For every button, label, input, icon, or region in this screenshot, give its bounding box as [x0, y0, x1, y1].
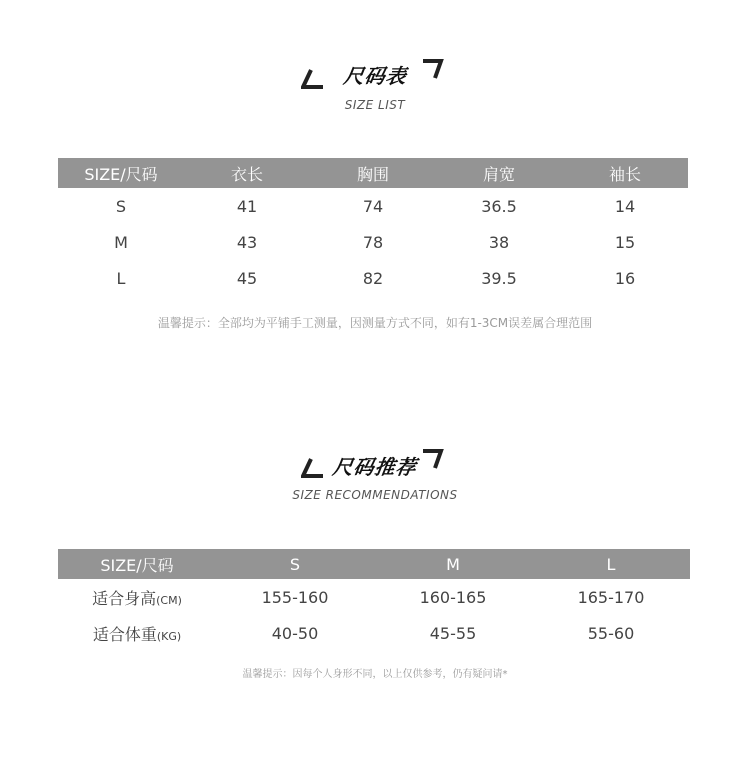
cell-chest: 74	[362, 196, 384, 216]
header-shoulder: 肩宽	[436, 158, 562, 188]
cell-size: M	[114, 232, 128, 252]
header-l: L	[532, 549, 690, 579]
header-chest: 胸围	[310, 158, 436, 188]
cell-l: 165-170	[577, 587, 645, 607]
size-recommend-subtitle: SIZE RECOMMENDATIONS	[292, 488, 458, 502]
header-m: M	[374, 549, 532, 579]
cell-sleeve: 16	[614, 268, 636, 288]
size-list-subtitle: SIZE LIST	[344, 98, 406, 112]
size-list-title: 尺码表	[341, 64, 408, 88]
cell-sleeve: 15	[614, 232, 636, 252]
cell-size: S	[115, 196, 127, 216]
size-recommend-note: 温馨提示：因每个人身形不同，以上仅供参考，仍有疑问请*	[242, 669, 508, 680]
cell-sleeve: 14	[614, 196, 636, 216]
row-label-unit: (CM)	[156, 593, 182, 607]
table-row	[58, 579, 690, 615]
cell-chest: 82	[362, 268, 384, 288]
row-label-text: 适合身高	[92, 588, 157, 608]
cell-size: L	[116, 268, 126, 288]
cell-m: 160-165	[419, 587, 487, 607]
table-row	[58, 188, 688, 224]
title-bracket-right-icon	[420, 446, 446, 472]
cell-length: 45	[236, 268, 258, 288]
cell-shoulder: 38	[488, 232, 510, 252]
header-size: SIZE/尺码	[58, 549, 216, 579]
cell-s: 155-160	[261, 587, 329, 607]
recommend-header-row	[58, 549, 690, 579]
row-label-text: 适合体重	[92, 624, 157, 644]
cell-m: 45-55	[429, 623, 477, 643]
size-list-note: 温馨提示：全部均为平铺手工测量，因测量方式不同，如有1-3CM误差属合理范围	[157, 316, 593, 330]
row-label-weight	[58, 615, 216, 651]
cell-s: 40-50	[271, 623, 319, 643]
size-recommend-title: 尺码推荐	[331, 455, 419, 479]
title-bracket-right-icon	[420, 56, 446, 82]
cell-shoulder: 36.5	[481, 196, 517, 216]
header-size: SIZE/尺码	[58, 158, 184, 188]
header-s: S	[216, 549, 374, 579]
row-label-unit: (KG)	[156, 629, 182, 643]
cell-l: 55-60	[587, 623, 635, 643]
cell-length: 41	[236, 196, 258, 216]
size-list-header-row	[58, 158, 688, 188]
size-recommend-table	[58, 549, 690, 651]
row-label-height	[58, 579, 216, 615]
table-row	[58, 260, 688, 296]
cell-length: 43	[236, 232, 258, 252]
cell-chest: 78	[362, 232, 384, 252]
table-row	[58, 224, 688, 260]
table-row	[58, 615, 690, 651]
header-sleeve: 袖长	[562, 158, 688, 188]
size-list-table	[58, 158, 688, 296]
cell-shoulder: 39.5	[481, 268, 517, 288]
header-length: 衣长	[184, 158, 310, 188]
